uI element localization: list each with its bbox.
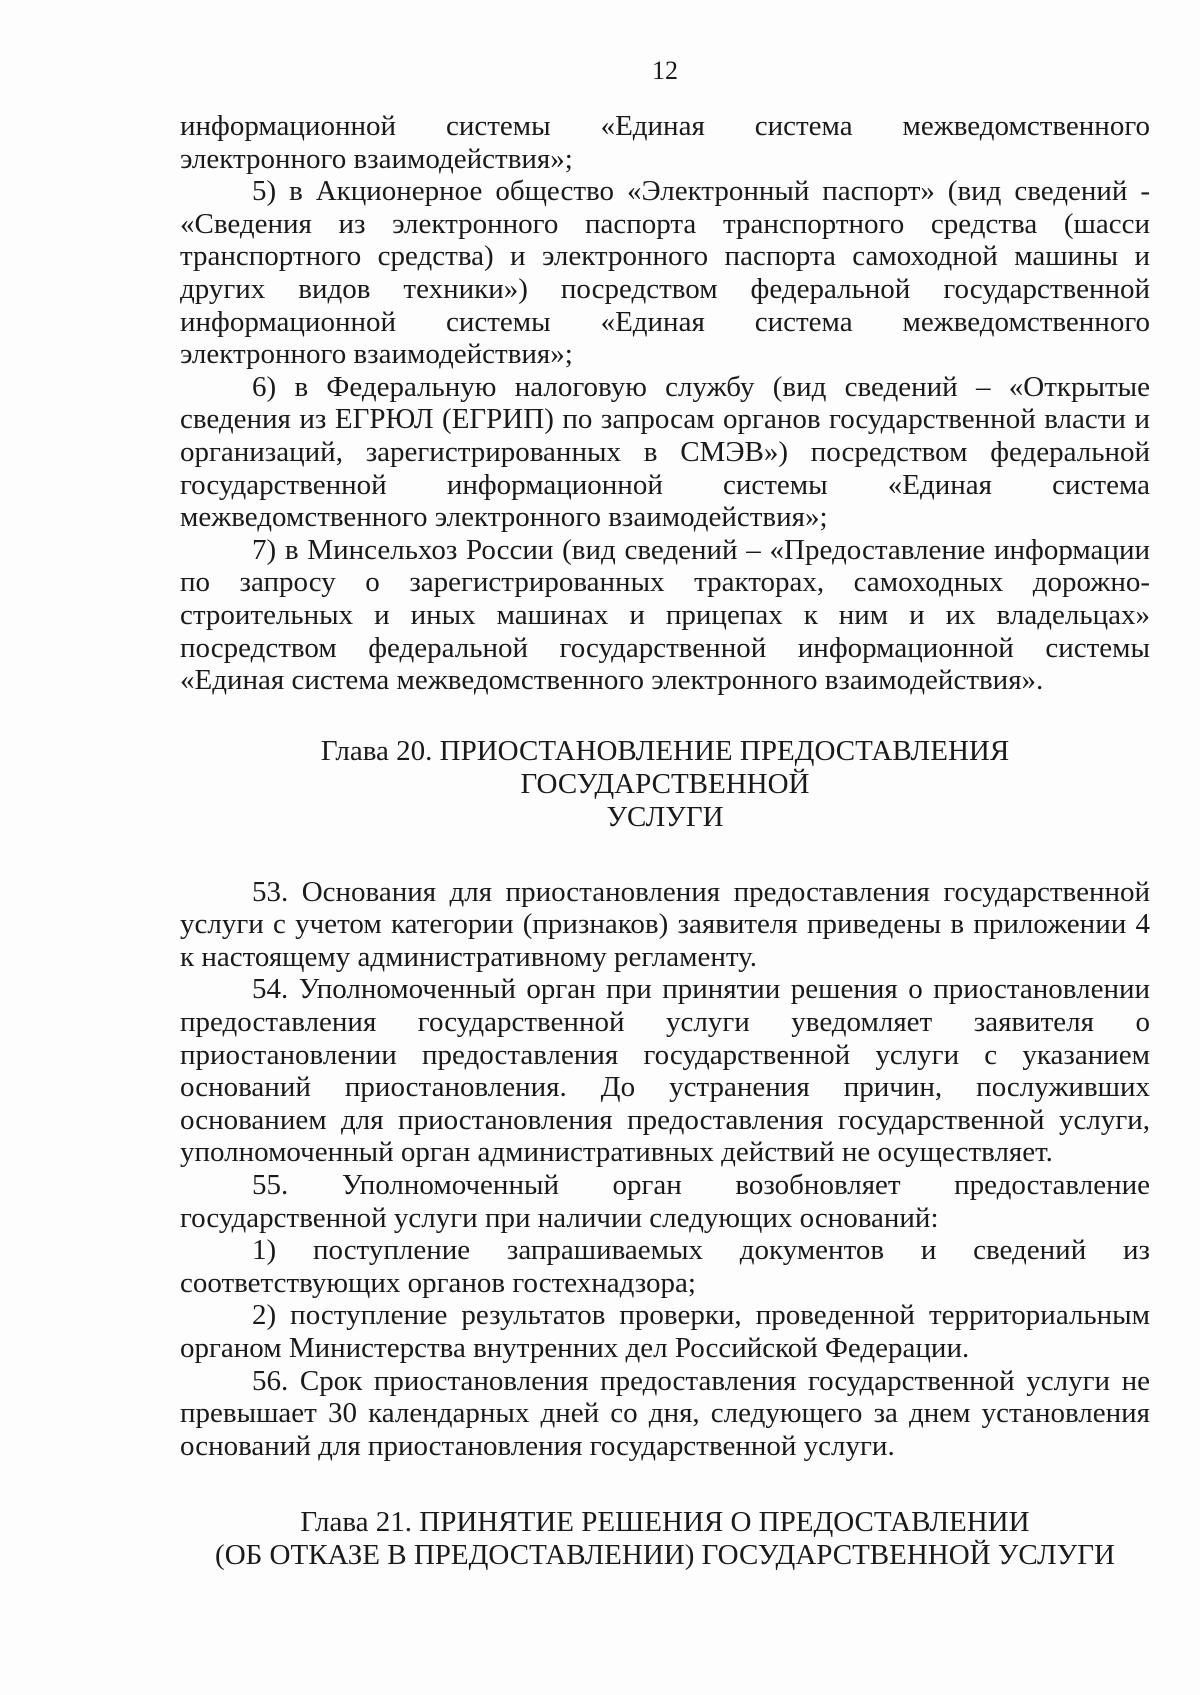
- paragraph-55-item-1: 1) поступление запрашиваемых документов и сведений из соответствующих органов гостехнадзора;: [180, 1234, 1150, 1299]
- paragraph-54: 54. Уполномоченный орган при принятии решения о приостановлении предоставления государственной услуги уведомляет заявителя о приостановлении предоставления государственной услуги с указанием оснований приостановления. До устранения причин, послуживших основанием для приостановления предоставления государственной услуги, уполномоченный орган административных действий не осуществляет.: [180, 973, 1150, 1169]
- paragraph-item-6: 6) в Федеральную налоговую службу (вид сведений – «Открытые сведения из ЕГРЮЛ (ЕГРИП) по запросам органов государственной власти и организаций, зарегистрированных в СМЭВ») посредством федеральной государственной информационной системы «Единая система межведомственного электронного взаимодействия»;: [180, 370, 1150, 534]
- chapter-20-title-line1: Глава 20. ПРИОСТАНОВЛЕНИЕ ПРЕДОСТАВЛЕНИЯ ГОСУДАРСТВЕННОЙ: [320, 734, 1010, 800]
- paragraph-continuation: информационной системы «Единая система межведомственного электронного взаимодействия»;: [180, 110, 1150, 175]
- paragraph-56: 56. Срок приостановления предоставления государственной услуги не превышает 30 календарных дней со дня, следующего за днем установления оснований для приостановления государственной услуги.: [180, 1364, 1150, 1462]
- paragraph-53: 53. Основания для приостановления предоставления государственной услуги с учетом категории (признаков) заявителя приведены в приложении 4 к настоящему административному регламенту.: [180, 875, 1150, 973]
- paragraph-item-7: 7) в Минсельхоз России (вид сведений – «Предоставление информации по запросу о зарегистрированных тракторах, самоходных дорожно-строительных и иных машинах и прицепах к ним и их владельцах» посредством федеральной государственной информационной системы «Единая система межведомственного электронного взаимодействия».: [180, 533, 1150, 697]
- paragraph-55-item-2: 2) поступление результатов проверки, проведенной территориальным органом Министерства внутренних дел Российской Федерации.: [180, 1299, 1150, 1364]
- chapter-21-title-line1: Глава 21. ПРИНЯТИЕ РЕШЕНИЯ О ПРЕДОСТАВЛЕНИИ: [300, 1506, 1030, 1539]
- chapter-21-heading: [180, 1506, 1150, 1572]
- chapter-20-title-line2: УСЛУГИ: [606, 800, 724, 833]
- chapter-20-heading: [180, 735, 1150, 834]
- paragraph-55: 55. Уполномоченный орган возобновляет предоставление государственной услуги при наличии следующих оснований:: [180, 1169, 1150, 1234]
- chapter-21-title-line2: (ОБ ОТКАЗЕ В ПРЕДОСТАВЛЕНИИ) ГОСУДАРСТВЕННОЙ УСЛУГИ: [215, 1539, 1115, 1572]
- document-body: [180, 110, 1150, 1572]
- paragraph-item-5: 5) в Акционерное общество «Электронный паспорт» (вид сведений - «Сведения из электронного паспорта транспортного средства (шасси транспортного средства) и электронного паспорта самоходной машины и других видов техники») посредством федеральной государственной информационной системы «Единая система межведомственного электронного взаимодействия»;: [180, 175, 1150, 371]
- page-number: 12: [652, 56, 678, 85]
